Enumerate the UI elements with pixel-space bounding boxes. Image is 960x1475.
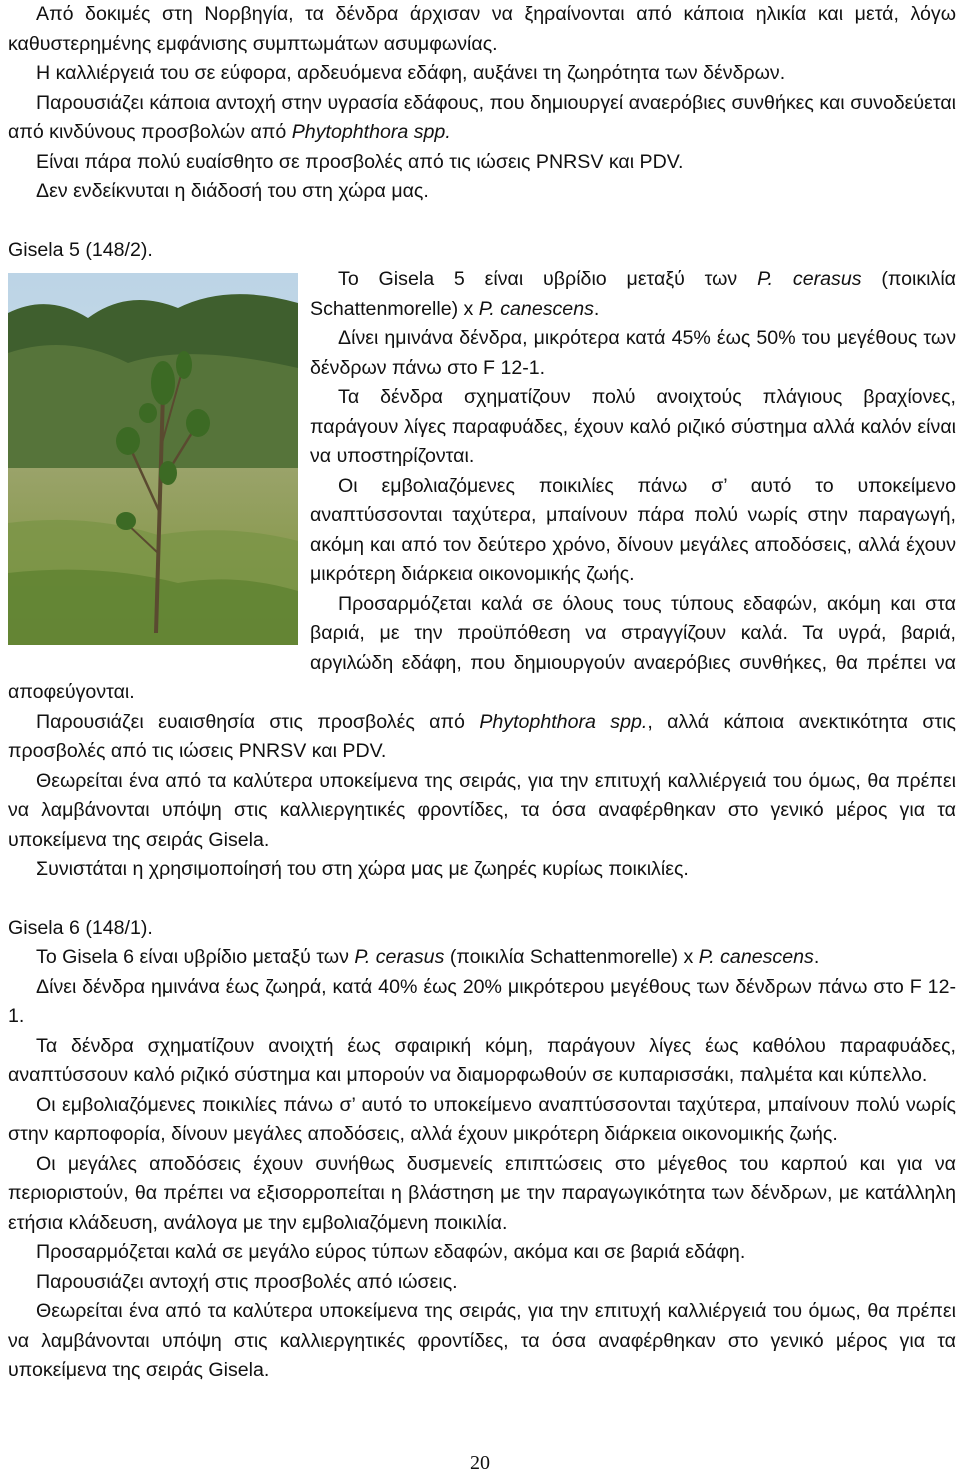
intro-paragraph-4: Είναι πάρα πολύ ευαίσθητο σε προσβολές από τις ιώσεις PNRSV και PDV. — [36, 150, 684, 173]
gisela5-paragraph-3: Τα δένδρα σχηματίζουν πολύ ανοιχτούς πλάγιους βραχίονες, παράγουν λίγες παραφυάδες, έχουν καλό ριζικό σύστημα αλλά καλόν είναι να υποστηρίζονται. — [310, 386, 956, 467]
tree-photo — [8, 273, 298, 645]
gisela5-paragraph-8: Συνιστάται η χρησιμοποίησή του στη χώρα μας με ζωηρές κυρίως ποικιλίες. — [36, 858, 689, 880]
gisela6-paragraph-1: Το Gisela 6 είναι υβρίδιο μεταξύ των P. cerasus (ποικιλία Schattenmorelle) x P. canescens. — [36, 946, 820, 968]
gisela6-heading: Gisela 6 (148/1). — [8, 916, 153, 939]
gisela5-paragraph-4: Οι εμβολιαζόμενες ποικιλίες πάνω σ’ αυτό το υποκείμενο αναπτύσσονται ταχύτερα, μπαίνουν πάρα πολύ νωρίς στην παραγωγή, ακόμη και από τον δεύτερο χρόνο, δίνουν μεγάλες αποδόσεις, αλλά έχουν μικρότερη διάρκεια οικονομικής ζωής. — [310, 474, 956, 585]
gisela5-paragraph-1: Το Gisela 5 είναι υβρίδιο μεταξύ των P. cerasus (ποικιλία Schattenmorelle) x P. canescens. — [310, 268, 956, 320]
gisela5-paragraph-6: Παρουσιάζει ευαισθησία στις προσβολές από Phytophthora spp., αλλά κάποια ανεκτικότητα στις προσβολές από τις ιώσεις PNRSV και PDV. — [8, 710, 957, 762]
intro-paragraph-1: Από δοκιμές στη Νορβηγία, τα δένδρα άρχισαν να ξηραίνονται από κάποια ηλικία και μετά, λόγω καθυστερημένης εμφάνισης συμπτωμάτων ασυμφωνίας. — [8, 3, 956, 55]
gisela6-paragraph-5: Οι μεγάλες αποδόσεις έχουν συνήθως δυσμενείς επιπτώσεις στο μέγεθος του καρπού και για να περιοριστούν, θα πρέπει να εξισορροπείται η βλάστηση με την παραγωγικότητα των δένδρων, με κατάλληλη ετήσια κλάδευση, ανάλογα με την εμβολιαζόμενη ποικιλία. — [8, 1152, 956, 1234]
intro-paragraph-3: Παρουσιάζει κάποια αντοχή στην υγρασία εδάφους, που δημιουργεί αναερόβιες συνθήκες και συνοδεύεται από κινδύνους προσβολών από Phytophthora spp. — [8, 91, 956, 143]
gisela5-paragraph-2: Δίνει ημινάνα δένδρα, μικρότερα κατά 45% έως 50% του μεγέθους των δένδρων πάνω στο F 12-1. — [310, 327, 956, 379]
gisela6-paragraph-3: Τα δένδρα σχηματίζουν ανοιχτή έως σφαιρική κόμη, παράγουν λίγες έως καθόλου παραφυάδες, αναπτύσσουν καλό ριζικό σύστημα και μπορούν να διαμορφωθούν σε κυπαρισσάκι, παλμέτα και κύπελλο. — [8, 1034, 956, 1086]
gisela5-paragraph-7: Θεωρείται ένα από τα καλύτερα υποκείμενα της σειράς, για την επιτυχή καλλιέργειά του όμως, θα πρέπει να λαμβάνονται υπόψη στις καλλιεργητικές φροντίδες, τα όσα αναφέρθηκαν στο γενικό μέρος για τα υποκείμενα της σειράς Gisela. — [8, 769, 956, 851]
intro-paragraph-2: Η καλλιέργειά του σε εύφορα, αρδευόμενα εδάφη, αυξάνει τη ζωηρότητα των δένδρων. — [36, 62, 786, 84]
gisela6-paragraph-2: Δίνει δένδρα ημινάνα έως ζωηρά, κατά 40% έως 20% μικρότερου μεγέθους των δένδρων πάνω στο F 12-1. — [8, 975, 956, 1027]
page-number: 20 — [470, 1452, 490, 1474]
intro-paragraph-5: Δεν ενδείκνυται η διάδοσή του στη χώρα μας. — [36, 180, 429, 202]
gisela5-heading: Gisela 5 (148/2). — [8, 238, 153, 261]
gisela6-paragraph-4: Οι εμβολιαζόμενες ποικιλίες πάνω σ’ αυτό το υποκείμενο αναπτύσσονται ταχύτερα, μπαίνουν πολύ νωρίς στην καρποφορία, δίνουν μεγάλες αποδόσεις, αλλά έχουν μικρότερη διάρκεια οικονομικής ζωής. — [8, 1093, 956, 1145]
document-page — [8, 0, 956, 1386]
gisela6-paragraph-8: Θεωρείται ένα από τα καλύτερα υποκείμενα της σειράς, για την επιτυχή καλλιέργειά του όμως, θα πρέπει να λαμβάνονται υπόψη στις καλλιεργητικές φροντίδες, τα όσα αναφέρθηκαν στο γενικό μέρος για τα υποκείμενα της σειράς Gisela. — [8, 1300, 956, 1381]
gisela6-paragraph-6: Προσαρμόζεται καλά σε μεγάλο εύρος τύπων εδαφών, ακόμα και σε βαριά εδάφη. — [36, 1241, 746, 1263]
gisela5-paragraph-5: Προσαρμόζεται καλά σε όλους τους τύπους εδαφών, ακόμη και στα βαριά, με την προϋπόθεση να στραγγίζουν καλά. Τα υγρά, βαριά, αργιλώδη εδάφη, που δημιουργούν αναερόβιες συνθήκες, θα πρέπει να αποφεύγονται. — [8, 592, 956, 703]
gisela6-paragraph-7: Παρουσιάζει αντοχή στις προσβολές από ιώσεις. — [36, 1270, 458, 1293]
